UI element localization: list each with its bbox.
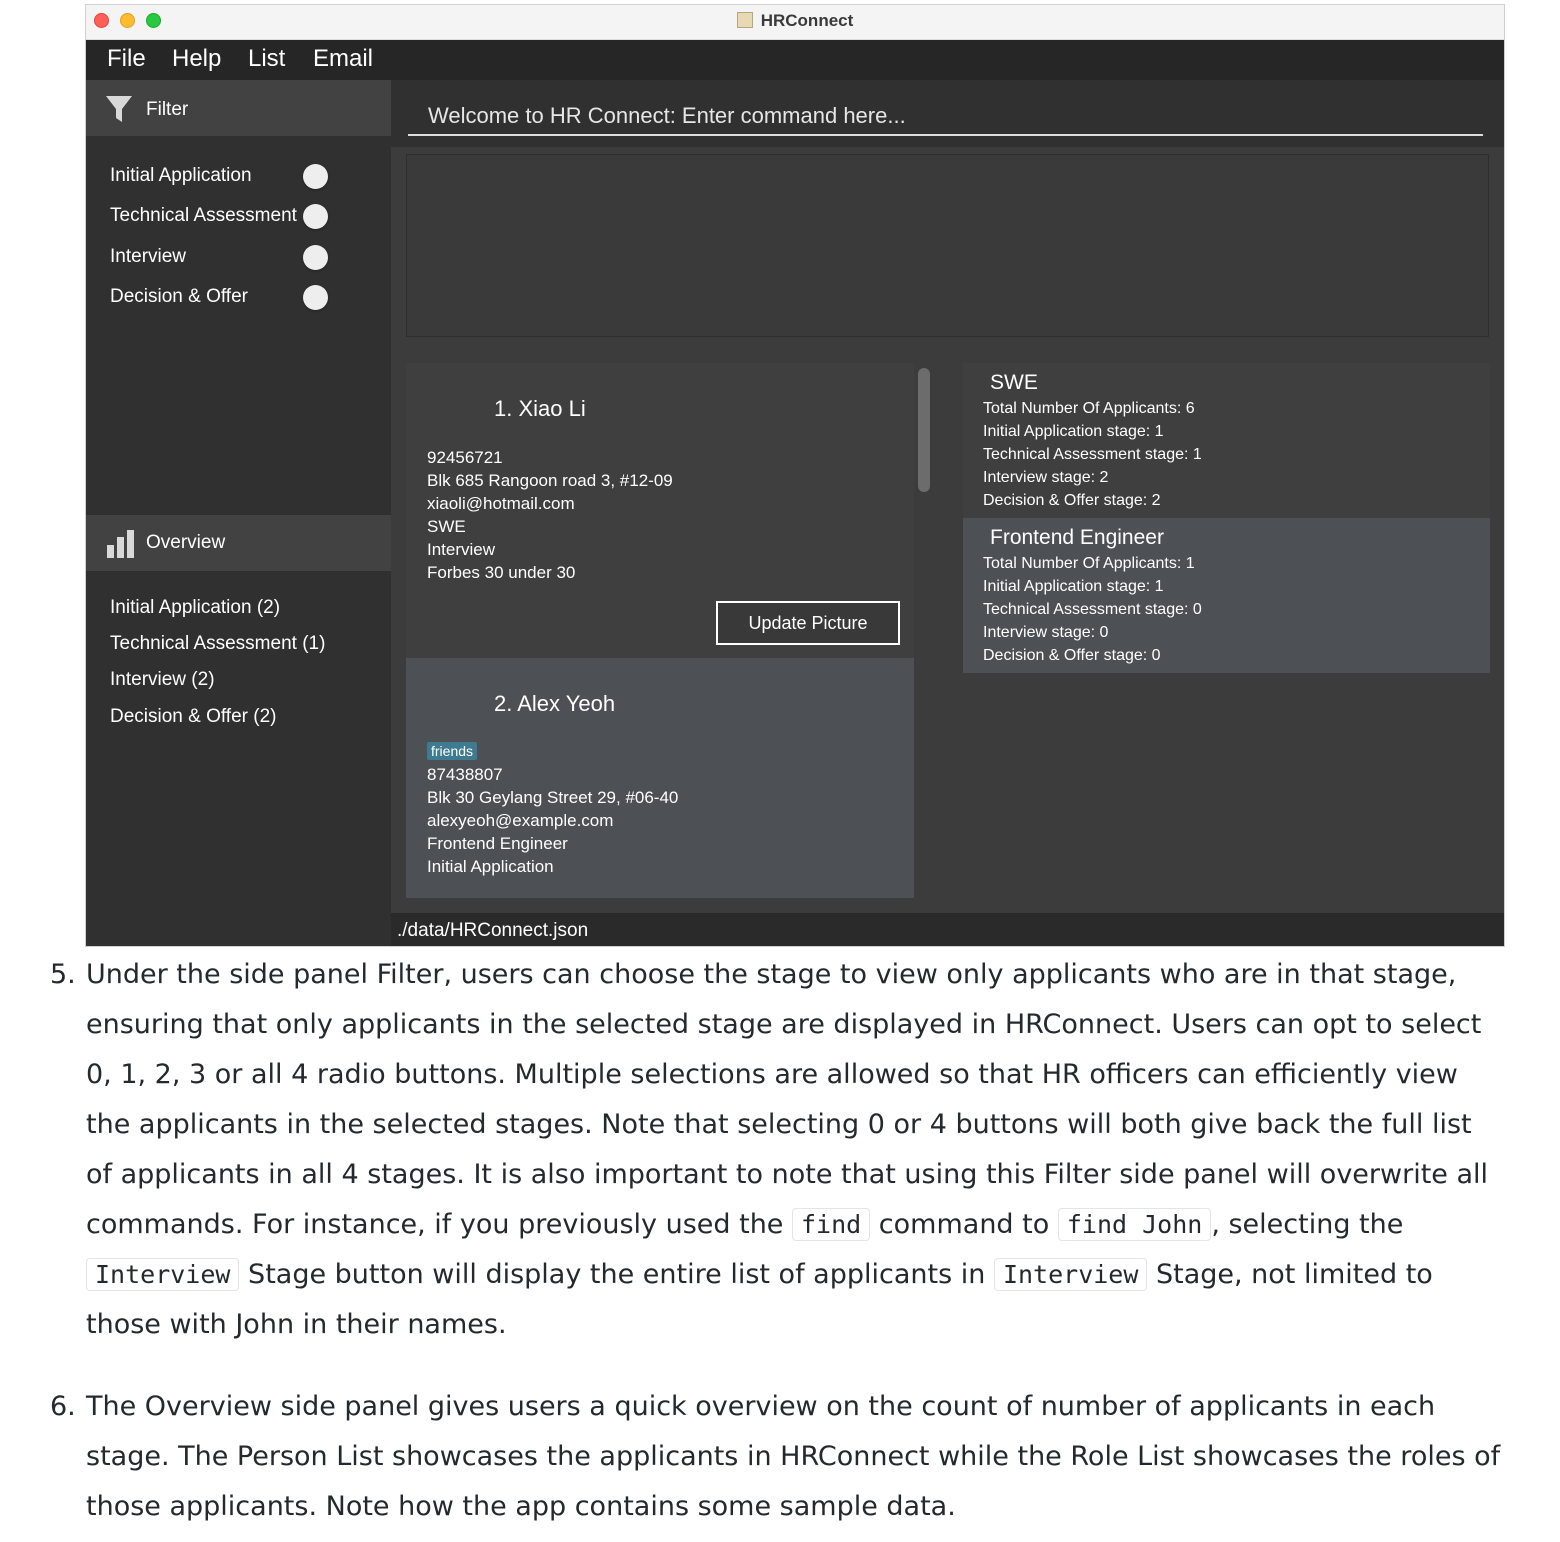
role-interview: Interview stage: 0 (983, 624, 1109, 641)
filter-option-interview[interactable] (110, 243, 340, 273)
paragraph-text: The Overview side panel gives users a quick overview on the count of number of applicants in each stage. The Person List showcases the applicants in HRConnect while the Role List showcases the roles of those applicants. Note how the app contains some sample data. (86, 1391, 1501, 1522)
role-initial-application: Initial Application stage: 1 (983, 578, 1164, 595)
filter-option-label: Decision & Offer (110, 286, 248, 307)
person-list-scrollbar[interactable] (918, 368, 930, 492)
role-technical-assessment: Technical Assessment stage: 0 (983, 601, 1202, 618)
window-title (86, 11, 1504, 31)
paragraph-text: Stage, not limited to those with John in their names. (86, 1259, 1433, 1340)
person-card[interactable] (406, 363, 914, 658)
role-interview: Interview stage: 2 (983, 469, 1109, 486)
menu-list[interactable]: List (248, 45, 286, 72)
person-name: 1. Xiao Li (494, 396, 586, 421)
person-address: Blk 30 Geylang Street 29, #06-40 (427, 788, 679, 807)
title-bar (86, 5, 1504, 40)
person-email: alexyeoh@example.com (427, 811, 614, 830)
bar-chart-icon (106, 529, 136, 559)
filter-icon (105, 94, 133, 124)
filter-radio-interview[interactable] (303, 245, 328, 270)
person-list[interactable] (406, 363, 914, 898)
overview-item-technical-assessment: Technical Assessment (1) (110, 633, 326, 654)
person-phone: 87438807 (427, 765, 503, 784)
paragraph-text: , selecting the (1211, 1209, 1404, 1240)
update-picture-button[interactable]: Update Picture (716, 601, 900, 645)
overview-panel-header (86, 515, 391, 571)
window-title-text: HRConnect (760, 11, 854, 30)
role-total: Total Number Of Applicants: 6 (983, 400, 1195, 417)
overview-heading: Overview (146, 532, 226, 553)
role-decision-offer: Decision & Offer stage: 0 (983, 647, 1161, 664)
role-card[interactable] (963, 363, 1490, 518)
command-box (391, 80, 1504, 147)
code-interview: Interview (994, 1258, 1147, 1291)
list-number: 5. (50, 959, 76, 990)
filter-heading: Filter (146, 99, 189, 120)
role-initial-application: Initial Application stage: 1 (983, 423, 1164, 440)
menu-bar (86, 40, 1504, 80)
list-item-5 (50, 950, 1506, 1350)
person-phone: 92456721 (427, 448, 503, 467)
command-input[interactable] (408, 98, 1483, 136)
role-total: Total Number Of Applicants: 1 (983, 555, 1195, 572)
list-number: 6. (50, 1391, 76, 1422)
person-tag: friends (427, 742, 477, 760)
person-role: Frontend Engineer (427, 834, 568, 853)
menu-email[interactable]: Email (313, 45, 374, 72)
filter-option-initial-application[interactable] (110, 162, 340, 192)
overview-item-initial-application: Initial Application (2) (110, 597, 281, 618)
role-card[interactable] (963, 518, 1490, 673)
overview-item-interview: Interview (2) (110, 669, 215, 690)
menu-file[interactable]: File (107, 45, 146, 72)
person-address: Blk 685 Rangoon road 3, #12-09 (427, 471, 673, 490)
filter-option-technical-assessment[interactable] (110, 202, 340, 232)
result-display[interactable] (406, 154, 1489, 337)
filter-radio-decision-offer[interactable] (303, 285, 328, 310)
person-stage: Interview (427, 540, 496, 559)
code-interview: Interview (86, 1258, 239, 1291)
person-email: xiaoli@hotmail.com (427, 494, 575, 513)
filter-radio-technical-assessment[interactable] (303, 204, 328, 229)
menu-help[interactable]: Help (172, 45, 222, 72)
app-icon (737, 12, 753, 28)
code-find: find (792, 1208, 870, 1241)
filter-radio-initial-application[interactable] (303, 164, 328, 189)
role-title: Frontend Engineer (990, 526, 1164, 549)
person-name: 2. Alex Yeoh (494, 691, 616, 716)
list-item-6 (50, 1382, 1506, 1532)
code-find-john: find John (1058, 1208, 1211, 1241)
filter-option-label: Interview (110, 246, 187, 267)
role-list[interactable] (963, 363, 1490, 673)
overview-item-decision-offer: Decision & Offer (2) (110, 706, 277, 727)
role-technical-assessment: Technical Assessment stage: 1 (983, 446, 1202, 463)
person-note: Forbes 30 under 30 (427, 563, 576, 582)
person-role: SWE (427, 517, 466, 536)
role-decision-offer: Decision & Offer stage: 2 (983, 492, 1161, 509)
paragraph-text: Under the side panel Filter, users can choose the stage to view only applicants who are in that stage, ensuring that only applicants in the selected stage are displayed in HRConnect. Users can opt to select 0, 1, 2, 3 or all 4 radio buttons. Multiple selections are allowed so that HR officers can efficiently view the applicants in the selected stages. Note that selecting 0 or 4 buttons will both give back the full list of applicants in all 4 stages. It is also important to note that using this Filter side panel will overwrite all commands. For instance, if you previously used the (86, 959, 1489, 1240)
status-bar (391, 913, 1504, 946)
role-title: SWE (990, 371, 1038, 394)
data-file-path: ./data/HRConnect.json (397, 920, 589, 941)
paragraph-text: Stage button will display the entire list of applicants in (239, 1259, 994, 1290)
filter-option-decision-offer[interactable] (110, 283, 340, 313)
filter-panel-header (86, 80, 391, 136)
person-stage: Initial Application (427, 857, 554, 876)
app-window (86, 5, 1504, 946)
filter-option-label: Initial Application (110, 165, 252, 186)
filter-option-label: Technical Assessment (110, 205, 297, 226)
side-panel (86, 80, 391, 946)
paragraph-text: command to (870, 1209, 1058, 1240)
person-card[interactable] (406, 658, 914, 898)
